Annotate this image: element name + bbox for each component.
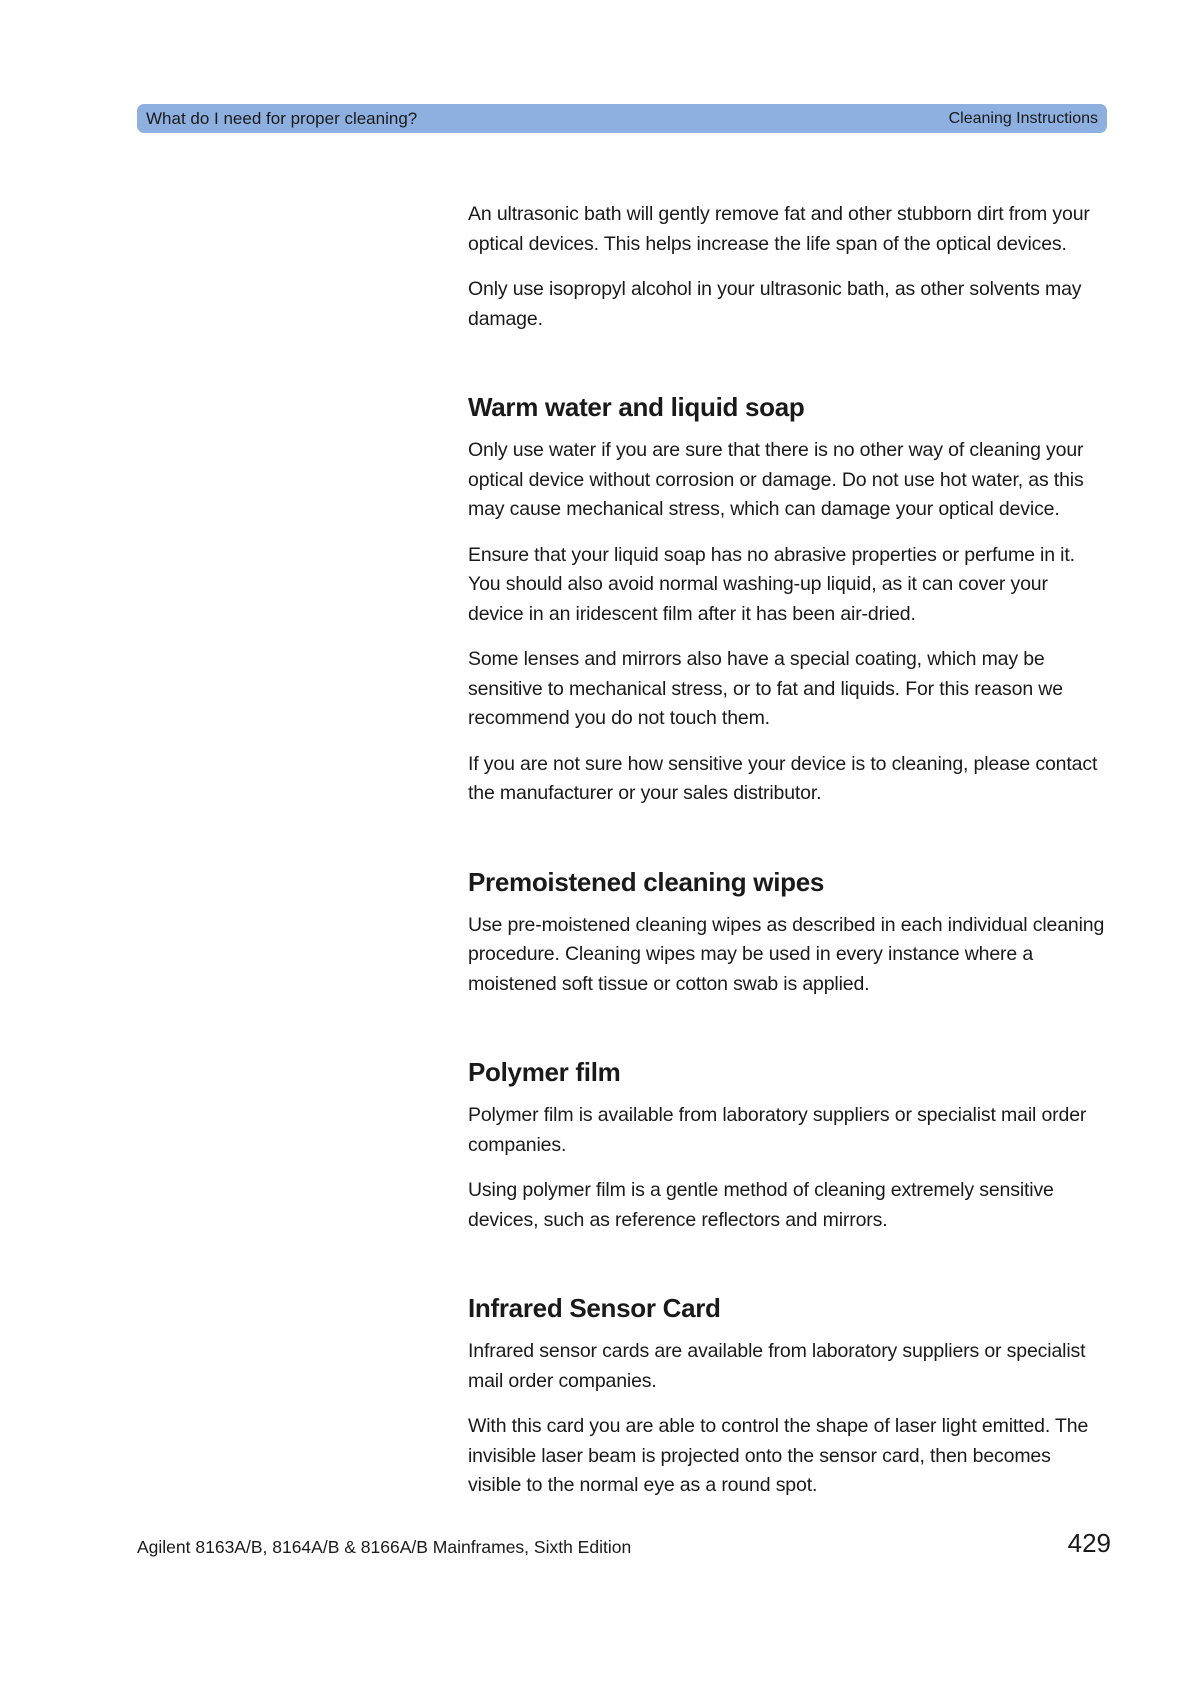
section-paragraph: Some lenses and mirrors also have a special coating, which may be sensitive to mechanical stress, or to fat and liquids. For this reason we recommend you do not touch them. — [468, 648, 1063, 729]
main-content — [468, 200, 1108, 1517]
header-section-title: What do I need for proper cleaning? — [146, 108, 418, 128]
section-heading: Infrared Sensor Card — [468, 1293, 721, 1323]
section-heading: Warm water and liquid soap — [468, 392, 805, 422]
section-paragraph: Using polymer film is a gentle method of cleaning extremely sensitive devices, such as reference reflectors and mirrors. — [468, 1179, 1054, 1231]
section-polymer-film — [468, 1055, 1108, 1235]
section-heading: Polymer film — [468, 1057, 621, 1087]
running-header — [137, 104, 1107, 133]
section-paragraph: Infrared sensor cards are available from laboratory suppliers or specialist mail order companies. — [468, 1340, 1086, 1392]
section-paragraph: Ensure that your liquid soap has no abrasive properties or perfume in it. You should also avoid normal washing-up liquid, as it can cover your device in an iridescent film after it has been air-dried. — [468, 543, 1075, 625]
header-chapter-title: Cleaning Instructions — [948, 109, 1098, 127]
footer-document-title: Agilent 8163A/B, 8164A/B & 8166A/B Mainframes, Sixth Edition — [137, 1537, 632, 1557]
intro-paragraph-2: Only use isopropyl alcohol in your ultrasonic bath, as other solvents may damage. — [468, 278, 1082, 330]
section-heading: Premoistened cleaning wipes — [468, 866, 825, 897]
section-paragraph: With this card you are able to control the shape of laser light emitted. The invisible laser beam is projected onto the sensor card, then becomes visible to the normal eye as a round spot. — [468, 1415, 1089, 1496]
section-paragraph: If you are not sure how sensitive your device is to cleaning, please contact the manufacturer or your sales distributor. — [468, 752, 1098, 804]
intro-paragraph-1: An ultrasonic bath will gently remove fat and other stubborn dirt from your optical devices. This helps increase the life span of the optical devices. — [468, 203, 1090, 255]
section-paragraph: Use pre-moistened cleaning wipes as described in each individual cleaning procedure. Cleaning wipes may be used in every instance where a moistened soft tissue or cotton swab is applied. — [468, 913, 1105, 995]
section-warm-water — [468, 390, 1108, 809]
section-premoistened-wipes — [468, 865, 1108, 1000]
page-number: 429 — [1067, 1528, 1111, 1558]
section-infrared-sensor-card — [468, 1291, 1108, 1501]
section-paragraph: Only use water if you are sure that there is no other way of cleaning your optical device without corrosion or damage. Do not use hot water, as this may cause mechanical stress, which can damage your optical device. — [468, 439, 1084, 520]
section-paragraph: Polymer film is available from laboratory suppliers or specialist mail order companies. — [468, 1104, 1087, 1156]
